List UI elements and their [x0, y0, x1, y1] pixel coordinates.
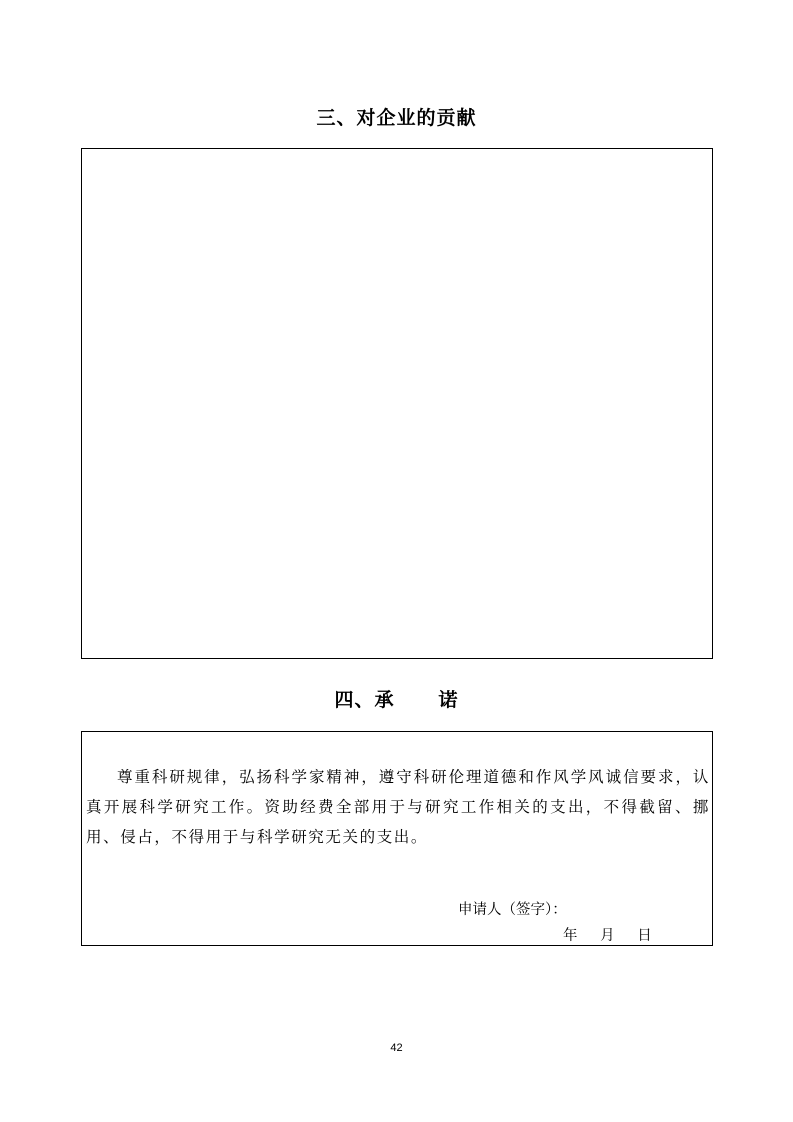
applicant-label: 申请人（签字）：	[458, 902, 567, 918]
section-3-title: 三、对企业的贡献	[316, 107, 477, 129]
section-4-title	[0, 688, 793, 712]
contribution-field[interactable]	[81, 148, 713, 659]
year-label: 年	[563, 928, 578, 944]
section-4-title-part2: 诺	[438, 689, 459, 711]
page-number: 42	[390, 1042, 403, 1054]
pledge-text: 尊重科研规律，弘扬科学家精神，遵守科研伦理道德和作风学风诚信要求，认真开展科学研究工作。资助经费全部用于与研究工作相关的支出，不得截留、挪用、侵占，不得用于与科学研究无关的支出。	[86, 768, 710, 846]
applicant-signature-line	[458, 898, 567, 919]
pledge-box	[81, 731, 713, 946]
date-line	[563, 924, 652, 945]
day-label: 日	[637, 928, 652, 944]
section-4-title-part1: 四、承	[334, 689, 395, 711]
month-label: 月	[600, 928, 615, 944]
